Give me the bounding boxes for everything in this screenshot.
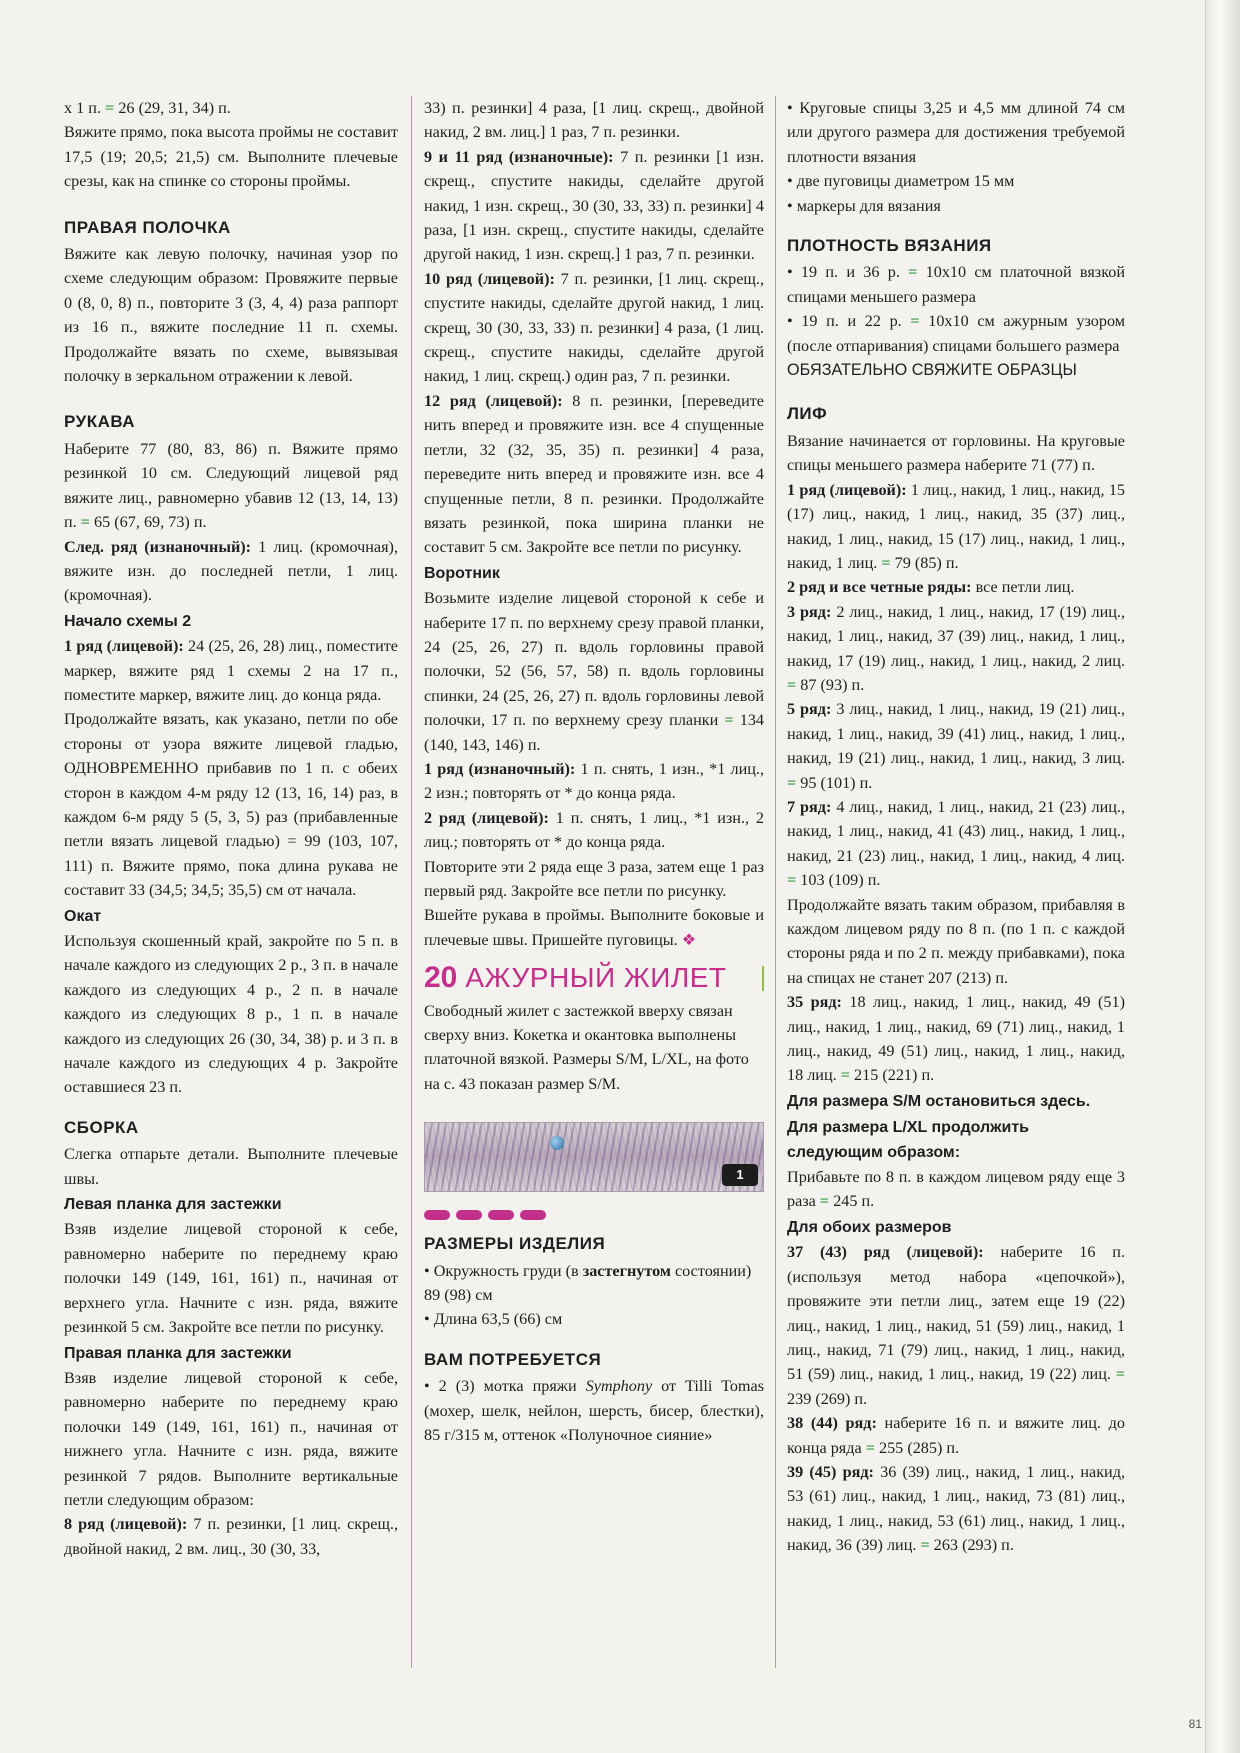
paragraph: • 19 п. и 36 р. = 10х10 см платочной вязкой спицами меньшего размера (787, 263, 1125, 306)
paragraph: 1 ряд (лицевой): 1 лиц., накид, 1 лиц., накид, 15 (17) лиц., накид, 1 лиц., накид, 35 (37) лиц., накид, 1 лиц., накид, 15 (17) лиц., накид, 1 лиц., накид, 1 лиц. = 79 (85) п. (787, 480, 1126, 572)
paragraph: Возьмите изделие лицевой стороной к себе и наберите 17 п. по верхнему срезу правой планки, 24 (25, 26, 27) п. вдоль горловины правой полочки, 52 (56, 57, 58) п. вдоль горловины спинки, 24 (25, 26, 27) п. вдоль горловины левой полочки, 17 п. по верхнему срезу планки = 134 (140, 143, 146) п. (424, 589, 765, 754)
paragraph: 1 ряд (изнаночный): 1 п. снять, 1 изн., *1 лиц., 2 изн.; повторять от * до конца ряда. (424, 759, 765, 803)
column-divider (775, 96, 776, 1668)
paragraph: 1 ряд (лицевой): 24 (25, 26, 28) лиц., поместите маркер, вяжите ряд 1 схемы 2 на 17 п., поместите маркер, вяжите лиц. до конца ряда. (64, 637, 398, 704)
photo-number-badge: 1 (722, 1164, 758, 1186)
paragraph: Продолжайте вязать таким образом, прибавляя в каждом лицевом ряду по 8 п. (по 1 п. с каждой стороны ряда и по 2 п. между прибавками), пока на спицах не станет 207 (213) п. (787, 895, 1125, 987)
paragraph: Вяжите прямо, пока высота проймы не составит 17,5 (19; 20,5; 21,5) см. Выполните плечевые срезы, как на спинке со стороны проймы. (64, 123, 399, 191)
paragraph: Прибавьте по 8 п. в каждом лицевом ряду еще 3 раза = 245 п. (787, 1168, 1125, 1211)
paragraph: • Круговые спицы 3,25 и 4,5 мм длиной 74 см или другого размера для достижения требуемой плотности вязания (787, 99, 1125, 166)
bead-icon (550, 1136, 564, 1150)
paragraph: 12 ряд (лицевой): 8 п. резинки, [переведите нить вперед и провяжите изн. все 4 спущенные петли, 32 (32, 35, 35) п. резинки] 4 раза, переведите нить вперед и провяжите изн. все 4 спущенные петли, 8 п. резинки. Продолжайте вязать резинкой, пока ширина планки не составит 5 см. Закройте все петли по рисунку. (424, 391, 764, 557)
paragraph: 37 (43) ряд (лицевой): наберите 16 п. (используя метод набора «цепочкой»), провяжите эти петли лиц., затем еще 19 (22) лиц., накид, 1 лиц., накид, 51 (59) лиц., накид, 1 лиц., накид, 71 (79) лиц., накид, 1 лиц., накид, 51 (59) лиц., накид, 1 лиц., накид, 19 (22) лиц. = 239 (269) п. (787, 1243, 1125, 1408)
paragraph: 3 ряд: 2 лиц., накид, 1 лиц., накид, 17 (19) лиц., накид, 1 лиц., накид, 37 (39) лиц., накид, 1 лиц., накид, 17 (19) лиц., накид, 1 лиц., накид, 2 лиц. = 87 (93) п. (787, 602, 1125, 694)
subheading: Воротник (424, 564, 500, 582)
end-mark-icon: ❖ (681, 930, 697, 949)
paragraph: 10 ряд (лицевой): 7 п. резинки, [1 лиц. скрещ., спустите накиды, сделайте другой накид, 1 лиц. скрещ, 30 (30, 33, 33) п. резинки] 4 раза, (1 лиц. скрещ., спустите накиды, сделайте другой накид, 1 лиц. скрещ.) один раз, 7 п. резинки. (424, 269, 764, 386)
paragraph: Вшейте рукава в проймы. Выполните боковые и плечевые швы. Пришейте пуговицы. ❖ (424, 906, 764, 949)
subheading: Правая планка для застежки (64, 1344, 292, 1362)
page-number: 81 (1188, 1717, 1202, 1731)
section-heading: ВАМ ПОТРЕБУЕТСЯ (424, 1349, 602, 1369)
paragraph: 38 (44) ряд: наберите 16 п. и вяжите лиц. до конца ряда = 255 (285) п. (787, 1414, 1125, 1457)
paragraph: • Окружность груди (в застегнутом состоянии) 89 (98) см (424, 1261, 752, 1305)
column-divider (411, 96, 412, 1668)
paragraph: 39 (45) ряд: 36 (39) лиц., накид, 1 лиц., накид, 53 (61) лиц., накид, 1 лиц., накид, 73 (81) лиц., накид, 1 лиц., накид, 53 (61) лиц., накид, 1 лиц., накид, 36 (39) лиц. = 263 (293) п. (787, 1462, 1126, 1555)
column-3 (787, 96, 1125, 1558)
section-heading: РУКАВА (64, 412, 136, 432)
subheading: Окат (64, 907, 102, 925)
project-number: 20 (424, 961, 458, 995)
paragraph: Вязание начинается от горловины. На круговые спицы меньшего размера наберите 71 (77) п. (787, 431, 1125, 475)
yarn-swatch-photo (424, 1112, 764, 1200)
paragraph: 7 ряд: 4 лиц., накид, 1 лиц., накид, 21 (23) лиц., накид, 1 лиц., накид, 41 (43) лиц., накид, 1 лиц., накид, 21 (23) лиц., накид, 1 лиц., накид, 4 лиц. = 103 (109) п. (787, 797, 1125, 890)
subheading: Для размера L/XL продолжить следующим образом: (787, 1119, 1029, 1161)
paragraph: • Длина 63,5 (66) см (424, 1310, 563, 1329)
paragraph: 5 ряд: 3 лиц., накид, 1 лиц., накид, 19 (21) лиц., накид, 1 лиц., накид, 39 (41) лиц., накид, 1 лиц., накид, 19 (21) лиц., накид, 1 лиц., накид, 3 лиц. = 95 (101) п. (787, 700, 1125, 792)
column-1 (64, 96, 398, 1561)
paragraph: Взяв изделие лицевой стороной к себе, равномерно наберите по переднему краю полочки 149 (149, 161, 161) п., начиная от нижнего угла. Начните с изн. ряда, вяжите резинкой 7 рядов. Выполните вертикальные петли следующим образом: (64, 1368, 398, 1509)
paragraph: • две пуговицы диаметром 15 мм (787, 172, 1015, 191)
page-edge (1205, 0, 1240, 1753)
project-title-block (424, 961, 764, 995)
paragraph: • 19 п. и 22 р. = 10х10 см ажурным узором (после отпаривания) спицами большего размера (787, 312, 1125, 355)
paragraph: След. ряд (изнаночный): 1 лиц. (кромочная), вяжите изн. до последней петли, 1 лиц. (кромочная). (64, 537, 398, 605)
paragraph: Продолжайте вязать, как указано, петли по обе стороны от узора вяжите лицевой гладью, ОДНОВРЕМЕННО прибавив по 1 п. с обеих сторон в каждом 4-м ряду 12 (13, 16, 14) раз, в каждом 6-м ряду 5 (5, 3, 5) раз (прибавленные петли вязать лицевой гладью) = 99 (103, 107, 111) п. Вяжите прямо, пока длина рукава не составит 33 (34,5; 34,5; 35,5) см от начала. (64, 710, 398, 900)
column-2 (424, 96, 764, 1448)
subheading: Для размера S/M остановиться здесь. (787, 1092, 1091, 1110)
paragraph: ОБЯЗАТЕЛЬНО СВЯЖИТЕ ОБРАЗЦЫ (787, 361, 1077, 380)
paragraph: Взяв изделие лицевой стороной к себе, равномерно наберите по переднему краю полочки 149 (149, 161, 161) п., начиная от верхнего угла. Начните с изн. ряда, вяжите резинкой 5 см. Закройте все петли по рисунку. (64, 1220, 398, 1337)
subheading: Для обоих размеров (787, 1218, 952, 1236)
section-heading: ЛИФ (787, 404, 828, 424)
paragraph: 2 ряд и все четные ряды: все петли лиц. (787, 578, 1075, 597)
subheading: Левая планка для застежки (64, 1196, 282, 1214)
paragraph: 35 ряд: 18 лиц., накид, 1 лиц., накид, 49 (51) лиц., накид, 1 лиц., накид, 69 (71) лиц., накид, 1 лиц., накид, 49 (51) лиц., накид, 1 лиц., накид, 18 лиц. = 215 (221) п. (787, 993, 1126, 1085)
paragraph: х 1 п. = 26 (29, 31, 34) п. (64, 99, 231, 117)
paragraph: 33) п. резинки] 4 раза, [1 лиц. скрещ., двойной накид, 2 вм. лиц.] 1 раз, 7 п. резинки. (424, 99, 764, 142)
paragraph: Вяжите как левую полочку, начиная узор по схеме следующим образом: Провяжите первые 0 (8, 0, 8) п., повторите 3 (3, 4, 4) раза раппорт из 16 п., вяжите последние 11 п. схемы. Продолжайте вязать по схеме, вывязывая полочку в зеркальном отражении к левой. (64, 245, 398, 386)
paragraph: 9 и 11 ряд (изнаночные): 7 п. резинки [1 изн. скрещ., спустите накиды, сделайте другой накид, 1 изн. скрещ., 30 (30, 33, 33) п. резинки] 4 раза, [1 изн. скрещ., спустите накиды, сделайте другой накид, 1 изн. скрещ.] 1 раз, 7 п. резинки. (424, 147, 765, 264)
project-title: АЖУРНЫЙ ЖИЛЕТ (465, 962, 727, 994)
section-heading: СБОРКА (64, 1117, 139, 1137)
subheading: Начало схемы 2 (64, 612, 192, 630)
paragraph: • маркеры для вязания (787, 196, 941, 215)
paragraph: Наберите 77 (80, 83, 86) п. Вяжите прямо резинкой 10 см. Следующий лицевой ряд вяжите лиц., равномерно убавив 12 (13, 14, 13) п. = 65 (67, 69, 73) п. (64, 439, 398, 532)
paragraph: 8 ряд (лицевой): 7 п. резинки, [1 лиц. скрещ., двойной накид, 2 вм. лиц., 30 (30, 33, (64, 1515, 398, 1558)
project-description: Свободный жилет с застежкой вверху связан сверху вниз. Кокетка и окантовка выполнены платочной вязкой. Размеры S/M, L/XL, на фото на с. 43 показан размер S/M. (424, 1001, 749, 1093)
section-heading: ПЛОТНОСТЬ ВЯЗАНИЯ (787, 236, 992, 256)
section-heading: ПРАВАЯ ПОЛОЧКА (64, 217, 231, 237)
decorative-dashes (424, 1210, 764, 1220)
paragraph: Используя скошенный край, закройте по 5 п. в начале каждого из следующих 2 р., 3 п. в начале каждого из следующих 4 р., 2 п. в начале каждого из следующих 8 р., 1 п. в начале каждого из следующих 26 (30, 34, 38) р. и 3 п. в начале каждого из следующих 4 р. Закройте оставшиеся 23 п. (64, 932, 398, 1097)
paragraph: 2 ряд (лицевой): 1 п. снять, 1 лиц., *1 изн., 2 лиц.; повторять от * до конца ряда. (424, 808, 764, 852)
section-heading: РАЗМЕРЫ ИЗДЕЛИЯ (424, 1234, 606, 1254)
paragraph: • 2 (3) мотка пряжи Symphony от Tilli Tomas (мохер, шелк, нейлон, шерсть, бисер, блестки), 85 г/315 м, оттенок «Полуночное сияние» (424, 1377, 764, 1445)
paragraph: Повторите эти 2 ряда еще 3 раза, затем еще 1 раз первый ряд. Закройте все петли по рисунку. (424, 857, 764, 900)
paragraph: Слегка отпарьте детали. Выполните плечевые швы. (64, 1145, 398, 1188)
